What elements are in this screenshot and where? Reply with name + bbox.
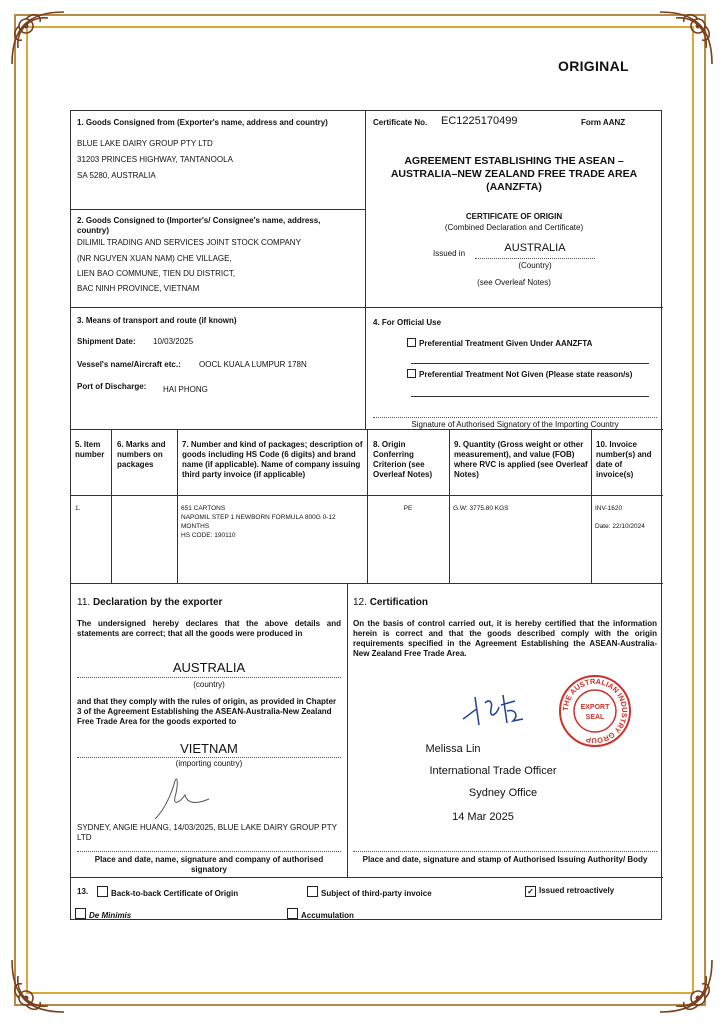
option-label: Preferential Treatment Given Under AANZFTA xyxy=(419,339,593,348)
checkbox-icon xyxy=(407,369,416,378)
column-header-criterion: 8. Origin Conferring Criterion (see Overleaf Notes) xyxy=(373,440,433,479)
preferential-given-option[interactable] xyxy=(407,338,592,349)
box11-caption: Place and date, name, signature and company of authorised signatory xyxy=(94,855,324,874)
exporter-address: SA 5280, AUSTRALIA xyxy=(77,171,156,180)
box12-number: 12. xyxy=(353,597,367,608)
corner-ornament-icon xyxy=(8,8,68,68)
certification-date: 14 Mar 2025 xyxy=(452,811,514,823)
exporter-name: BLUE LAKE DAIRY GROUP PTY LTD xyxy=(77,139,213,148)
overleaf-notes: (see Overleaf Notes) xyxy=(477,278,551,287)
third-party-invoice-option[interactable] xyxy=(307,886,432,899)
checkbox-icon xyxy=(75,908,86,919)
divider xyxy=(365,111,366,429)
column-header-marks: 6. Marks and numbers on packages xyxy=(117,440,166,469)
country-caption: (Country) xyxy=(518,261,552,270)
place-line xyxy=(77,851,341,852)
invoice-number: INV-1620 xyxy=(595,505,623,512)
importer-address: LIEN BAO COMMUNE, TIEN DU DISTRICT, xyxy=(77,269,236,278)
certificate-of-origin-heading: CERTIFICATE OF ORIGIN xyxy=(465,212,563,221)
checkbox-icon xyxy=(307,886,318,897)
issued-in-line xyxy=(475,258,595,259)
goods-description: 651 CARTONS xyxy=(181,505,226,512)
corner-ornament-icon xyxy=(8,956,68,1016)
combined-declaration: (Combined Declaration and Certificate) xyxy=(444,223,584,232)
box11-title: Declaration by the exporter xyxy=(92,597,223,608)
checkbox-icon xyxy=(407,338,416,347)
box4-title: 4. For Official Use xyxy=(373,318,442,327)
divider xyxy=(411,363,649,364)
column-header-invoice: 10. Invoice number(s) and date of invoice(s) xyxy=(596,440,652,479)
column-header-quantity: 9. Quantity (Gross weight or other measurement), and value (FOB) where RVC is applied (see Overleaf Notes) xyxy=(454,440,588,479)
original-label: ORIGINAL xyxy=(558,58,629,74)
checkbox-icon xyxy=(97,886,108,897)
certificate-no-label: Certificate No. xyxy=(373,118,428,127)
officer-role: International Trade Officer xyxy=(429,765,557,777)
divider xyxy=(71,307,663,308)
divider xyxy=(449,429,450,583)
exporter-signature xyxy=(151,775,221,821)
vessel-label: Vessel's name/Aircraft etc.: xyxy=(77,360,181,369)
origin-criterion: PE xyxy=(403,505,413,512)
vessel-value: OOCL KUALA LUMPUR 178N xyxy=(199,360,307,369)
gross-weight: G.W: 3775.80 KGS xyxy=(453,505,509,512)
declaration-text: The undersigned hereby declares that the above details and statements are correct; that all the goods were produced in xyxy=(77,619,341,638)
goods-description: NAPOMIL STEP 1 NEWBORN FORMULA 800G 0-12 xyxy=(181,514,336,521)
box13-number: 13. xyxy=(77,887,89,896)
option-label: Subject of third-party invoice xyxy=(321,889,432,898)
agreement-title: AGREEMENT ESTABLISHING THE ASEAN – AUSTRALIA–NEW ZEALAND FREE TRADE AREA (AANZFTA) xyxy=(390,155,638,193)
divider xyxy=(177,429,178,583)
port-value: HAI PHONG xyxy=(163,385,208,394)
officer-signature xyxy=(459,689,533,729)
importer-name: DILIMIL TRADING AND SERVICES JOINT STOCK COMPANY xyxy=(77,238,301,247)
checkbox-icon xyxy=(287,908,298,919)
back-to-back-option[interactable] xyxy=(97,886,238,899)
column-header-item: 5. Item number xyxy=(75,440,105,459)
certificate-form xyxy=(70,110,662,920)
certification-line xyxy=(353,851,657,852)
certification-text: On the basis of control carried out, it is hereby certified that the information herein is correct and that the goods described comply with the origin requirements specified in the Agreement Establishing the ASEAN-Australia-New Zealand Free Trade Area. xyxy=(353,619,657,658)
issued-in-label: Issued in xyxy=(433,249,466,258)
box12-title: Certification xyxy=(369,597,429,608)
box2-title: 2. Goods Consigned to (Importer's/ Consignee's name, address, country) xyxy=(77,216,321,235)
stamp-ring-text: THE AUSTRALIAN INDUSTRY GROUP xyxy=(560,676,630,746)
checked-checkbox-icon: ✓ xyxy=(525,886,536,897)
divider xyxy=(411,396,649,397)
column-header-description: 7. Number and kind of packages; description of goods including HS Code (6 digits) and brand name (if applicable). Name of company issuing third party invoice (if applicable) xyxy=(182,440,363,479)
divider xyxy=(71,877,663,878)
item-number: 1. xyxy=(75,505,81,512)
country-caption: (country) xyxy=(193,680,225,689)
port-label: Port of Discharge: xyxy=(77,382,147,391)
corner-ornament-icon xyxy=(656,8,716,68)
preferential-not-given-option[interactable] xyxy=(407,369,647,380)
stamp-center-bottom: SEAL xyxy=(585,714,605,721)
option-label: De Minimis xyxy=(89,911,132,920)
exporter-address: 31203 PRINCES HIGHWAY, TANTANOOLA xyxy=(77,155,233,164)
box3-title: 3. Means of transport and route (if known) xyxy=(77,316,237,325)
corner-ornament-icon xyxy=(656,956,716,1016)
divider xyxy=(591,429,592,583)
issued-in-country: AUSTRALIA xyxy=(504,242,566,254)
box12-heading xyxy=(353,597,428,608)
divider xyxy=(71,209,365,210)
goods-description: MONTHS xyxy=(181,523,210,530)
form-aanz: Form AANZ xyxy=(581,118,626,127)
de-minimis-option[interactable] xyxy=(75,908,131,921)
option-label: Accumulation xyxy=(301,911,354,920)
signature-caption: Signature of Authorised Signatory of the Importing Country xyxy=(411,420,619,429)
exporter-place-date: SYDNEY, ANGIE HUANG, 14/03/2025, BLUE LAKE DAIRY GROUP PTY LTD xyxy=(77,823,337,842)
divider xyxy=(71,583,663,584)
option-label: Issued retroactively xyxy=(539,886,615,895)
producing-country: AUSTRALIA xyxy=(172,660,246,675)
export-seal-stamp xyxy=(557,673,633,749)
officer-office: Sydney Office xyxy=(468,787,538,799)
box11-heading xyxy=(77,597,222,608)
importing-country: VIETNAM xyxy=(180,741,238,756)
importer-address: (NR NGUYEN XUAN NAM) CHE VILLAGE, xyxy=(77,254,232,263)
importing-line xyxy=(77,757,341,758)
divider xyxy=(111,429,112,583)
divider xyxy=(347,583,348,877)
box11-number: 11. xyxy=(77,597,91,608)
issued-retroactively-option[interactable] xyxy=(525,886,614,897)
shipment-date-value: 10/03/2025 xyxy=(153,337,194,346)
importing-caption: (importing country) xyxy=(175,759,243,768)
box1-title: 1. Goods Consigned from (Exporter's name, address and country) xyxy=(77,118,328,127)
country-line xyxy=(77,677,341,678)
certificate-no-value: EC1225170499 xyxy=(441,115,518,127)
rules-of-origin-text: and that they comply with the rules of origin, as provided in Chapter 3 of the Agreement Establishing the ASEAN-Australia-New Zealand Free Trade Area for the goods exported to xyxy=(77,697,337,726)
invoice-date: Date: 22/10/2024 xyxy=(595,523,645,530)
shipment-date-label: Shipment Date: xyxy=(77,337,136,346)
officer-name: Melissa Lin xyxy=(425,743,481,755)
box12-caption: Place and date, signature and stamp of Authorised Issuing Authority/ Body xyxy=(362,855,648,864)
signature-line xyxy=(373,417,657,418)
option-label: Preferential Treatment Not Given (Please state reason/s) xyxy=(419,370,633,379)
hs-code: HS CODE: 190110 xyxy=(181,532,236,539)
stamp-center-top: EXPORT xyxy=(580,704,610,711)
accumulation-option[interactable] xyxy=(287,908,354,921)
option-label: Back-to-back Certificate of Origin xyxy=(111,889,239,898)
importer-address: BAC NINH PROVINCE, VIETNAM xyxy=(77,284,200,293)
